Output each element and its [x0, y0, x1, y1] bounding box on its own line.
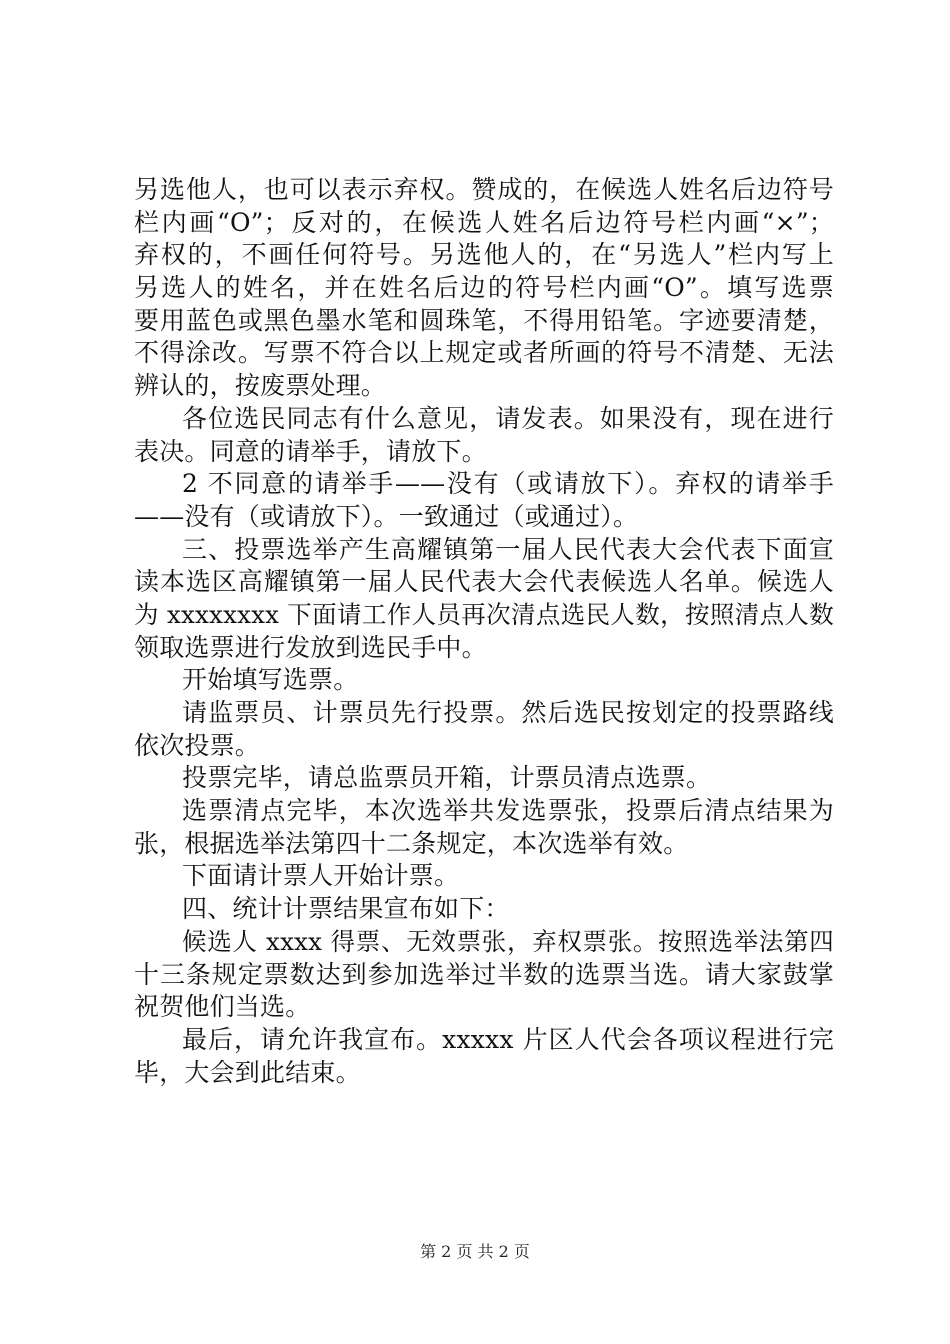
text-line: 另选他人，也可以表示弃权。赞成的，在候选人姓名后边符号: [134, 175, 834, 204]
text-line: 开始填写选票。: [182, 665, 359, 695]
text-line: 依次投票。: [134, 730, 261, 760]
text-line: 选票清点完毕，本次选举共发选票张，投票后清点结果为: [182, 796, 834, 826]
text-line: 另选人的姓名，并在姓名后边的符号栏内画“O”。填写选票: [134, 273, 834, 303]
text-line: 候选人 xxxx 得票、无效票张，弃权票张。按照选举法第四: [182, 926, 834, 956]
text-line: 投票完毕，请总监票员开箱，计票员清点选票。: [182, 763, 712, 793]
text-line: 弃权的，不画任何符号。另选他人的，在“另选人”栏内写上: [134, 240, 834, 270]
text-line: 表决。同意的请举手，请放下。: [134, 436, 487, 466]
text-line: 各位选民同志有什么意见，请发表。如果没有，现在进行: [182, 403, 834, 433]
text-line: 十三条规定票数达到参加选举过半数的选票当选。请大家鼓掌: [134, 959, 834, 989]
text-line: 下面请计票人开始计票。: [182, 861, 460, 891]
text-line: 领取选票进行发放到选民手中。: [134, 632, 487, 662]
text-line: 辨认的，按废票处理。: [134, 371, 387, 401]
text-line: 最后，请允许我宣布。xxxxx 片区人代会各项议程进行完: [182, 1024, 834, 1054]
text-line: 请监票员、计票员先行投票。然后选民按划定的投票路线: [182, 698, 834, 727]
text-line: 四、统计计票结果宣布如下：: [182, 894, 510, 924]
document-body: [134, 174, 834, 1089]
text-line: 读本选区高耀镇第一届人民代表大会代表候选人名单。候选人: [134, 567, 834, 597]
text-line: 栏内画“O”；反对的，在候选人姓名后边符号栏内画“×”；: [134, 207, 834, 237]
page-footer: 第 2 页 共 2 页: [420, 1242, 530, 1261]
text-line: 张，根据选举法第四十二条规定，本次选举有效。: [134, 828, 689, 858]
text-line: 2 不同意的请举手——没有（或请放下）。弃权的请举手: [182, 469, 834, 499]
text-line: 三、投票选举产生高耀镇第一届人民代表大会代表下面宣: [182, 534, 834, 564]
text-line: 祝贺他们当选。: [134, 992, 311, 1022]
text-line: 毕，大会到此结束。: [134, 1057, 361, 1087]
text-line: 为 xxxxxxxx 下面请工作人员再次清点选民人数，按照清点人数: [134, 599, 834, 629]
text-line: 不得涂改。写票不符合以上规定或者所画的符号不清楚、无法: [134, 338, 834, 368]
text-line: ——没有（或请放下）。一致通过（或通过）。: [134, 501, 639, 531]
text-line: 要用蓝色或黑色墨水笔和圆珠笔，不得用铅笔。字迹要清楚，: [134, 305, 834, 335]
